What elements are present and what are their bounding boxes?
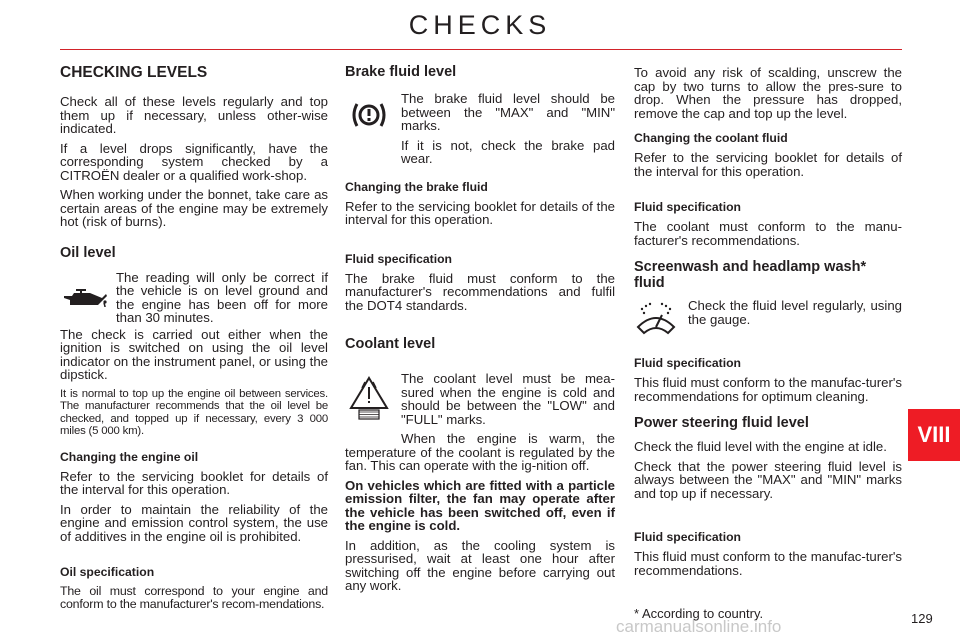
- oil-level-paragraph-3: It is normal to top up the engine oil between services. The manufacturer recommends that the oil level be checked, and topped up if necessary, every 3 000 miles (5 000 km).: [60, 387, 328, 437]
- screenwash-block: [634, 299, 902, 326]
- screenwash-spec-paragraph: This fluid must conform to the manufac-turer's recommendations for optimum cleaning.: [634, 375, 902, 404]
- brake-fluid-heading: Brake fluid level: [345, 64, 457, 80]
- brake-fluid-paragraph-2: If it is not, check the brake pad wear.: [401, 137, 615, 166]
- oil-spec-heading: Oil specification: [60, 565, 155, 579]
- coolant-level-block: [345, 372, 615, 426]
- coolant-level-paragraph-3: On vehicles which are fitted with a particle emission filter, the fan may operate after the vehicle has been switched off, even if the engine is cold.: [345, 477, 615, 533]
- steering-spec-heading: Fluid specification: [634, 530, 741, 544]
- brake-warning-icon: [351, 100, 387, 135]
- column-2: [345, 64, 615, 599]
- screenwash-spec-heading: Fluid specification: [634, 356, 741, 370]
- changing-coolant-paragraph: Refer to the servicing booklet for details of the interval for this operation.: [634, 150, 902, 179]
- power-steering-paragraph-2: Check that the power steering fluid level is always between the "MAX" and "MIN" marks and top up if necessary.: [634, 458, 902, 501]
- column-1: [60, 64, 328, 616]
- coolant-spec-paragraph: The coolant must conform to the manu-facturer's recommendations.: [634, 219, 902, 248]
- header-rule: [60, 49, 902, 50]
- power-steering-heading: Power steering fluid level: [634, 415, 809, 431]
- oil-spec-paragraph: The oil must correspond to your engine and conform to the manufacturer's recom-mendations.: [60, 584, 328, 611]
- screenwash-heading: Screenwash and headlamp wash* fluid: [634, 259, 867, 291]
- intro-paragraph-1: Check all of these levels regularly and top them up if necessary, unless other-wise indicated.: [60, 94, 328, 136]
- scalding-paragraph: To avoid any risk of scalding, unscrew the cap by two turns to allow the pres-sure to drop. When the pressure has dropped, remove the cap and top up the level.: [634, 65, 902, 121]
- changing-brake-heading: Changing the brake fluid: [345, 179, 488, 194]
- screenwash-paragraph: Check the fluid level regularly, using the gauge.: [688, 298, 902, 327]
- washer-fluid-icon: [634, 301, 678, 342]
- intro-paragraph-3: When working under the bonnet, take care as certain areas of the engine may be extremely hot (risk of burns).: [60, 187, 328, 229]
- coolant-level-paragraph-2: When the engine is warm, the temperature of the coolant is regulated by the fan. This can operate with the ig-nition off.: [345, 431, 615, 473]
- intro-paragraph-2: If a level drops significantly, have the corresponding system checked by a CITROËN dealer or a qualified work-shop.: [60, 140, 328, 183]
- coolant-level-paragraph-4: In addition, as the cooling system is pressurised, wait at least one hour after switching off the engine before carrying out any work.: [345, 537, 615, 593]
- oil-level-block: [60, 271, 328, 325]
- page-title: CHECKS: [408, 10, 552, 40]
- coolant-warning-icon: [349, 376, 389, 425]
- brake-spec-heading: Fluid specification: [345, 251, 452, 266]
- power-steering-paragraph-1: Check the fluid level with the engine at idle.: [634, 439, 887, 454]
- watermark: carmanualsonline.info: [616, 617, 782, 636]
- oil-level-paragraph-1: The reading will only be correct if the vehicle is on level ground and the engine has been off for more than 30 minutes.: [116, 269, 328, 325]
- changing-oil-paragraph-2: In order to maintain the reliability of the engine and emission control system, the use of additives in the engine oil is prohibited.: [60, 501, 328, 544]
- page-number: 129: [911, 611, 933, 626]
- coolant-level-paragraph-1: The coolant level must be mea-sured when the engine is cold and should be between the "LOW" and "FULL" marks.: [401, 371, 615, 427]
- oil-level-paragraph-2: The check is carried out either when the ignition is switched on using the oil level indicator on the instrument panel, or using the dipstick.: [60, 326, 328, 382]
- changing-oil-paragraph-1: Refer to the servicing booklet for details of the interval for this operation.: [60, 468, 328, 497]
- chapter-tab: VIII: [908, 409, 960, 461]
- brake-fluid-paragraph-1: The brake fluid level should be between the "MAX" and "MIN" marks.: [401, 91, 615, 133]
- brake-fluid-block: [345, 92, 615, 166]
- column-3: [634, 66, 902, 583]
- oil-can-icon: [62, 287, 108, 316]
- changing-coolant-heading: Changing the coolant fluid: [634, 131, 788, 145]
- brake-spec-paragraph: The brake fluid must conform to the manufacturer's recommendations and fulfil the DOT4 standards.: [345, 270, 615, 313]
- changing-brake-paragraph: Refer to the servicing booklet for details of the interval for this operation.: [345, 198, 615, 227]
- coolant-spec-heading: Fluid specification: [634, 200, 741, 214]
- coolant-level-heading: Coolant level: [345, 336, 436, 352]
- footnote: * According to country.: [634, 606, 764, 621]
- changing-oil-heading: Changing the engine oil: [60, 449, 199, 464]
- oil-level-heading: Oil level: [60, 244, 116, 261]
- steering-spec-paragraph: This fluid must conform to the manufac-turer's recommendations.: [634, 549, 902, 578]
- checking-levels-heading: CHECKING LEVELS: [60, 64, 208, 81]
